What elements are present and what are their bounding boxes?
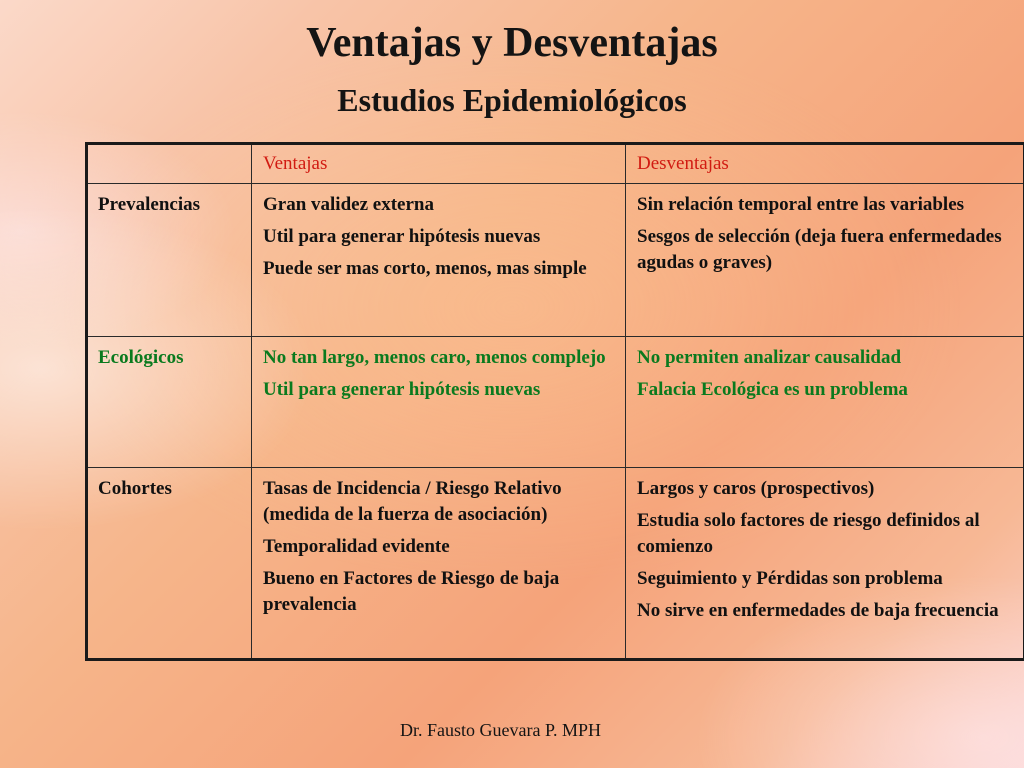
desventajas-cell-cohortes <box>626 468 1024 660</box>
list-item: Sin relación temporal entre las variables <box>637 194 965 215</box>
list-item: Bueno en Factores de Riesgo de baja prevalencia <box>263 568 560 615</box>
row-label-cohortes: Cohortes <box>87 468 252 660</box>
ventajas-cell-cohortes <box>252 468 626 660</box>
desventajas-cell-ecologicos <box>626 337 1024 468</box>
list-item: Falacia Ecológica es un problema <box>637 379 908 400</box>
ventajas-cell-prevalencias <box>252 184 626 337</box>
list-item: Gran validez externa <box>263 194 434 215</box>
list-item: Temporalidad evidente <box>263 536 450 557</box>
table-row-prevalencias <box>87 184 1024 337</box>
slide-title: Ventajas y Desventajas <box>306 20 718 66</box>
list-item: No tan largo, menos caro, menos complejo <box>263 347 606 368</box>
list-item: Tasas de Incidencia / Riesgo Relativo (medida de la fuerza de asociación) <box>263 478 562 525</box>
ventajas-cell-ecologicos <box>252 337 626 468</box>
list-item: Sesgos de selección (deja fuera enfermedades agudas o graves) <box>637 226 1002 273</box>
row-label-prevalencias: Prevalencias <box>87 184 252 337</box>
list-item: Largos y caros (prospectivos) <box>637 478 875 499</box>
list-item: Util para generar hipótesis nuevas <box>263 379 541 400</box>
list-item: No sirve en enfermedades de baja frecuencia <box>637 600 999 621</box>
header-ventajas: Ventajas <box>252 144 626 184</box>
table-row-cohortes <box>87 468 1024 660</box>
list-item: Puede ser mas corto, menos, mas simple <box>263 258 587 279</box>
row-label-ecologicos: Ecológicos <box>87 337 252 468</box>
header-desventajas: Desventajas <box>626 144 1024 184</box>
list-item: Util para generar hipótesis nuevas <box>263 226 541 247</box>
header-empty-cell <box>87 144 252 184</box>
table-header-row <box>87 144 1024 184</box>
list-item: No permiten analizar causalidad <box>637 347 902 368</box>
desventajas-cell-prevalencias <box>626 184 1024 337</box>
table-row-ecologicos <box>87 337 1024 468</box>
slide-subtitle: Estudios Epidemiológicos <box>337 82 687 118</box>
list-item: Seguimiento y Pérdidas son problema <box>637 568 943 589</box>
footer-author: Dr. Fausto Guevara P. MPH <box>400 720 601 740</box>
comparison-table <box>85 142 1024 661</box>
list-item: Estudia solo factores de riesgo definidos al comienzo <box>637 510 980 557</box>
